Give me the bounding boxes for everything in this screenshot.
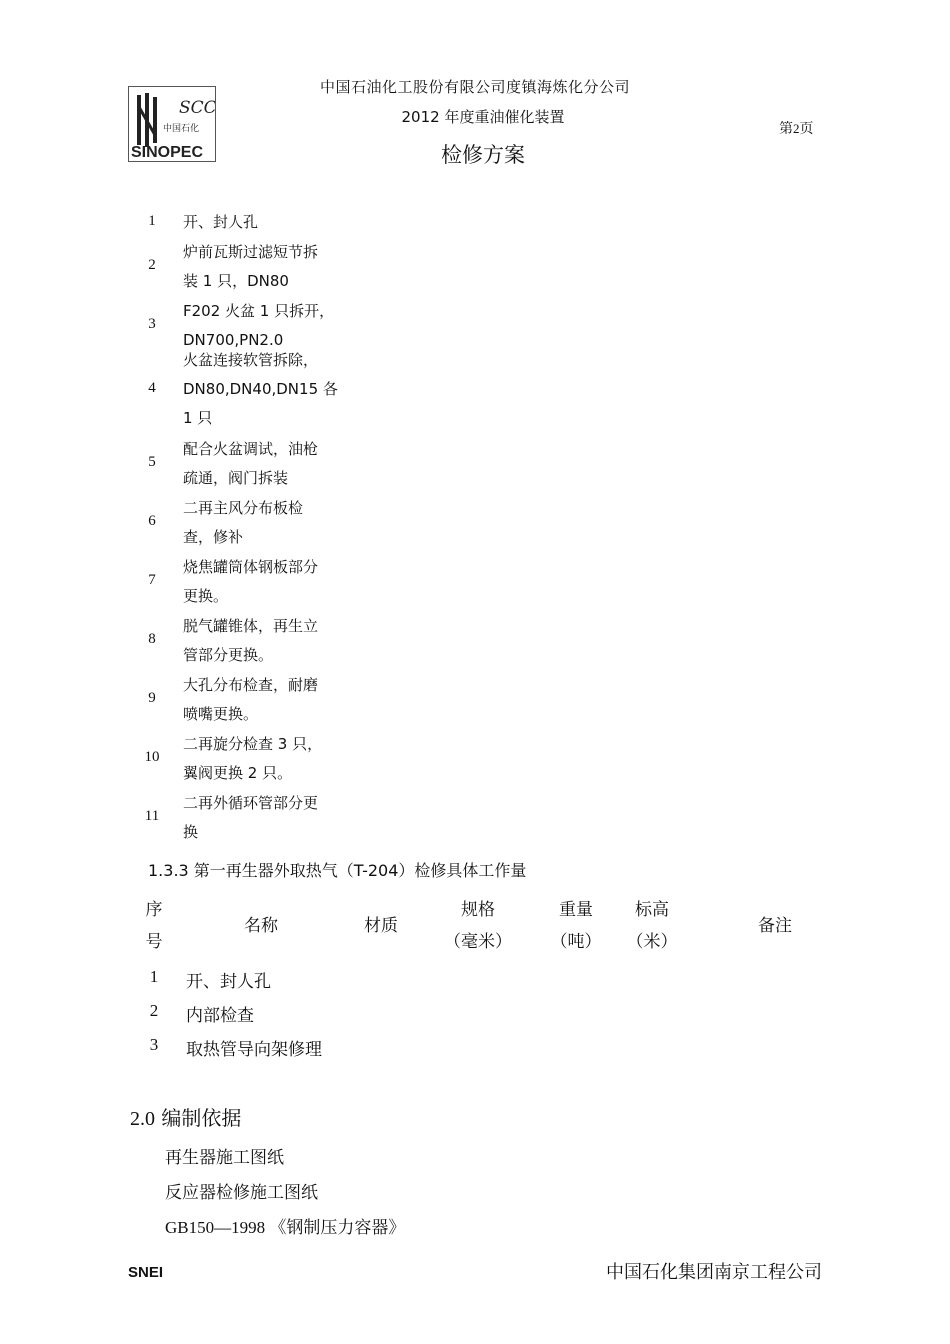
row-number: 3 (148, 316, 156, 332)
row-name-line: 管部分更换。 (183, 646, 274, 664)
row-name-line: 查，修补 (183, 528, 244, 546)
table-row (140, 553, 340, 611)
section-heading (130, 1102, 241, 1131)
row-number: 1 (148, 212, 156, 229)
row-number: 5 (148, 454, 156, 470)
row-number: 2 (148, 257, 156, 273)
basis-item: 反应器检修施工图纸 (165, 1183, 318, 1203)
basis-item: 再生器施工图纸 (165, 1148, 284, 1168)
row-name (183, 494, 333, 552)
row-name-line: 翼阀更换 2 只。 (183, 764, 293, 782)
row-name (183, 435, 333, 493)
page-prefix: 第 (779, 121, 793, 137)
row-name-line: 换 (183, 823, 199, 841)
row-name-line: 二再主风分布板检 (183, 499, 304, 517)
svg-text:中国石化: 中国石化 (163, 124, 200, 134)
row-name-line: 二再旋分检查 3 只， (183, 735, 323, 753)
col-header-name: 名称 (244, 916, 278, 936)
row-name-line: 配合火盆调试，油枪 (183, 440, 319, 458)
company-name: 中国石油化工股份有限公司度镇海炼化分公司 (319, 78, 630, 96)
document-title: 检修方案 (441, 143, 525, 167)
section-number: 2.0 (130, 1108, 155, 1130)
col-header-elevation-line2: （米） (626, 932, 678, 952)
page-number: 2 (793, 121, 800, 136)
row-name-line: 火盆连接软管拆除， (183, 351, 319, 369)
row-number: 3 (149, 1035, 159, 1054)
row-name (183, 730, 333, 788)
row-number: 4 (148, 379, 156, 396)
row-name (183, 612, 333, 670)
col-header-seq (138, 894, 170, 958)
row-name-line: 1 只 (183, 409, 213, 427)
col-header-material: 材质 (364, 916, 398, 936)
row-name (183, 789, 333, 847)
table-row (140, 346, 340, 433)
col-header-remark: 备注 (758, 916, 792, 936)
page-suffix: 页 (799, 121, 814, 137)
row-name (183, 671, 333, 729)
row-name-line: 大孔分布检查，耐磨 (183, 676, 319, 694)
section-title: 编制依据 (161, 1106, 242, 1130)
col-header-weight (536, 894, 616, 958)
table-row (140, 208, 340, 237)
col-header-elevation (612, 894, 692, 958)
col-header-spec-line1: 规格 (461, 900, 495, 920)
row-number: 7 (148, 572, 156, 588)
row-name: 取热管导向架修理 (186, 1040, 322, 1060)
row-name-line: 烧焦罐筒体钢板部分 (183, 558, 319, 576)
table-row (140, 789, 340, 847)
row-name (183, 346, 338, 433)
row-name-line: 喷嘴更换。 (183, 705, 259, 723)
row-number: 11 (144, 808, 160, 824)
footer-left-code: SNEI (128, 1264, 164, 1281)
row-number: 6 (148, 513, 156, 529)
row-name (183, 238, 333, 296)
row-number: 8 (148, 631, 156, 647)
col-header-spec (430, 894, 526, 958)
col-header-weight-line1: 重量 (559, 900, 593, 920)
table-row (140, 435, 340, 493)
row-number: 1 (149, 967, 159, 986)
table-row (140, 612, 340, 670)
svg-text:SINOPEC: SINOPEC (131, 144, 203, 161)
footer-company: 中国石化集团南京工程公司 (606, 1262, 822, 1283)
page-indicator (779, 118, 814, 138)
svg-text:SCC: SCC (179, 98, 215, 118)
row-number: 2 (149, 1001, 159, 1020)
row-name-line: 二再外循环管部分更 (183, 794, 319, 812)
col-header-elevation-line1: 标高 (635, 900, 669, 920)
row-name: 内部检查 (186, 1006, 254, 1026)
row-name-line: F202 火盆 1 只拆开， (183, 302, 335, 320)
row-name (183, 208, 333, 237)
row-name-line: 脱气罐锥体，再生立 (183, 617, 319, 635)
table-row (140, 671, 340, 729)
unit-name: 2012 年度重油催化装置 (401, 108, 565, 126)
table-row (140, 730, 340, 788)
row-name (183, 553, 333, 611)
col-header-seq-line1: 序 (145, 900, 163, 920)
row-name: 开、封人孔 (186, 972, 271, 992)
row-name-line: 炉前瓦斯过滤短节拆 (183, 243, 319, 261)
row-name-line: DN700,PN2.0 (183, 331, 284, 349)
col-header-spec-line2: （毫米） (444, 932, 512, 952)
row-number: 9 (148, 690, 156, 706)
col-header-seq-line2: 号 (145, 932, 163, 952)
row-name-line: 疏通，阀门拆装 (183, 469, 289, 487)
row-name-line: DN80,DN40,DN15 各 (183, 380, 338, 398)
row-name-line: 更换。 (183, 587, 229, 605)
row-number: 10 (144, 749, 160, 765)
section-caption: 1.3.3 第一再生器外取热气（T-204）检修具体工作量 (148, 861, 527, 880)
row-name-line: 开、封人孔 (183, 213, 259, 231)
col-header-weight-line2: （吨） (550, 932, 602, 952)
row-name-line: 装 1 只，DN80 (183, 272, 289, 290)
table-row (140, 494, 340, 552)
basis-item: GB150—1998 《钢制压力容器》 (165, 1218, 406, 1237)
table-row (140, 238, 340, 296)
